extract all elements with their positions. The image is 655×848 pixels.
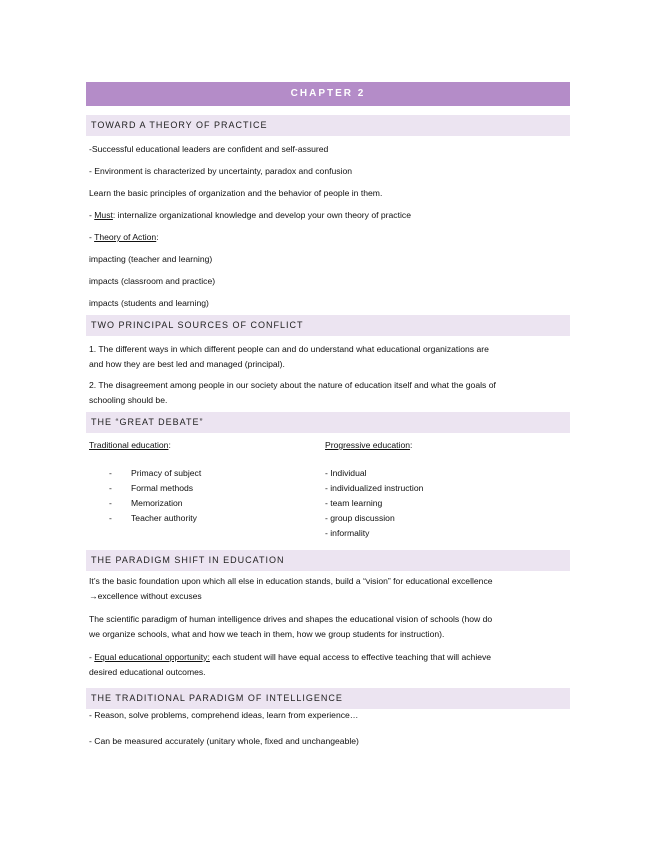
text-line: The scientific paradigm of human intelligence drives and shapes the educational vision of schools (how do [89, 614, 493, 624]
list-item [89, 511, 309, 526]
section-heading-traditional-paradigm: THE TRADITIONAL PARADIGM OF INTELLIGENCE [86, 688, 570, 709]
section-heading-great-debate: THE “GREAT DEBATE” [86, 412, 570, 433]
progressive-column [325, 439, 565, 541]
text-line: schooling should be. [89, 395, 168, 405]
list-item [89, 496, 309, 511]
text-line: impacting (teacher and learning) [89, 254, 213, 264]
text-line: Learn the basic principles of organization and the behavior of people in them. [89, 188, 383, 198]
text-span: - [89, 232, 95, 242]
document-page [86, 82, 570, 748]
text-span: : internalize organizational knowledge and develop your own theory of practice [112, 210, 411, 220]
text-span: - [89, 210, 95, 220]
bullet-dash: - [109, 468, 112, 478]
section-heading-paradigm-shift: THE PARADIGM SHIFT IN EDUCATION [86, 550, 570, 571]
text-line: impacts (classroom and practice) [89, 276, 216, 286]
text-span: : [410, 440, 413, 450]
list-item: - informality [325, 528, 370, 538]
bullet-dash: - [109, 483, 112, 493]
bullet-dash: - [109, 498, 112, 508]
text-line: impacts (students and learning) [89, 298, 209, 308]
text-span: : [168, 440, 171, 450]
text-line: - Reason, solve problems, comprehend ideas, learn from experience… [89, 710, 359, 720]
text-line: 2. The disagreement among people in our society about the nature of education itself and what the goals of [89, 380, 496, 390]
text-line: It’s the basic foundation upon which all else in education stands, build a “vision” for educational excellence [89, 576, 493, 586]
bullet-dash: - [109, 513, 112, 523]
progressive-title-text: Progressive education [325, 440, 411, 450]
list-item [89, 466, 309, 481]
progressive-title [325, 439, 565, 452]
text-line: - Can be measured accurately (unitary whole, fixed and unchangeable) [89, 736, 359, 746]
text-line: →excellence without excuses [89, 591, 202, 601]
list-item-text: Formal methods [131, 483, 194, 493]
text-line-equal-opportunity [86, 651, 570, 664]
chapter-heading: CHAPTER 2 [86, 82, 570, 106]
section-heading-theory-of-practice: TOWARD A THEORY OF PRACTICE [86, 115, 570, 136]
text-line: -Successful educational leaders are confident and self-assured [89, 144, 329, 154]
list-item: - group discussion [325, 513, 395, 523]
text-line: and how they are best led and managed (principal). [89, 359, 285, 369]
text-line-must [86, 209, 570, 222]
must-label: Must [94, 210, 113, 220]
list-item-text: Teacher authority [131, 513, 197, 523]
text-span: - [89, 652, 95, 662]
list-item [89, 481, 309, 496]
text-line: 1. The different ways in which different people can and do understand what educational organizations are [89, 344, 489, 354]
text-line: - Environment is characterized by uncertainty, paradox and confusion [89, 166, 353, 176]
traditional-column [89, 439, 309, 526]
progressive-list [325, 466, 565, 541]
traditional-title [89, 439, 309, 452]
two-column-comparison [86, 433, 570, 545]
list-item: - individualized instruction [325, 483, 424, 493]
text-span: each student will have equal access to effective teaching that will achieve [209, 652, 492, 662]
list-item: - team learning [325, 498, 383, 508]
traditional-title-text: Traditional education [89, 440, 169, 450]
equal-opportunity-label: Equal educational opportunity: [94, 652, 210, 662]
list-item-text: Primacy of subject [131, 468, 202, 478]
list-item: - Individual [325, 468, 367, 478]
theory-of-action-label: Theory of Action [94, 232, 157, 242]
text-line-theory-of-action [86, 231, 570, 244]
traditional-list [89, 466, 309, 526]
text-span: : [156, 232, 159, 242]
text-line: we organize schools, what and how we teach in them, how we group students for instruction). [89, 629, 445, 639]
text-line: desired educational outcomes. [89, 667, 206, 677]
section-heading-sources-of-conflict: TWO PRINCIPAL SOURCES OF CONFLICT [86, 315, 570, 336]
list-item-text: Memorization [131, 498, 183, 508]
